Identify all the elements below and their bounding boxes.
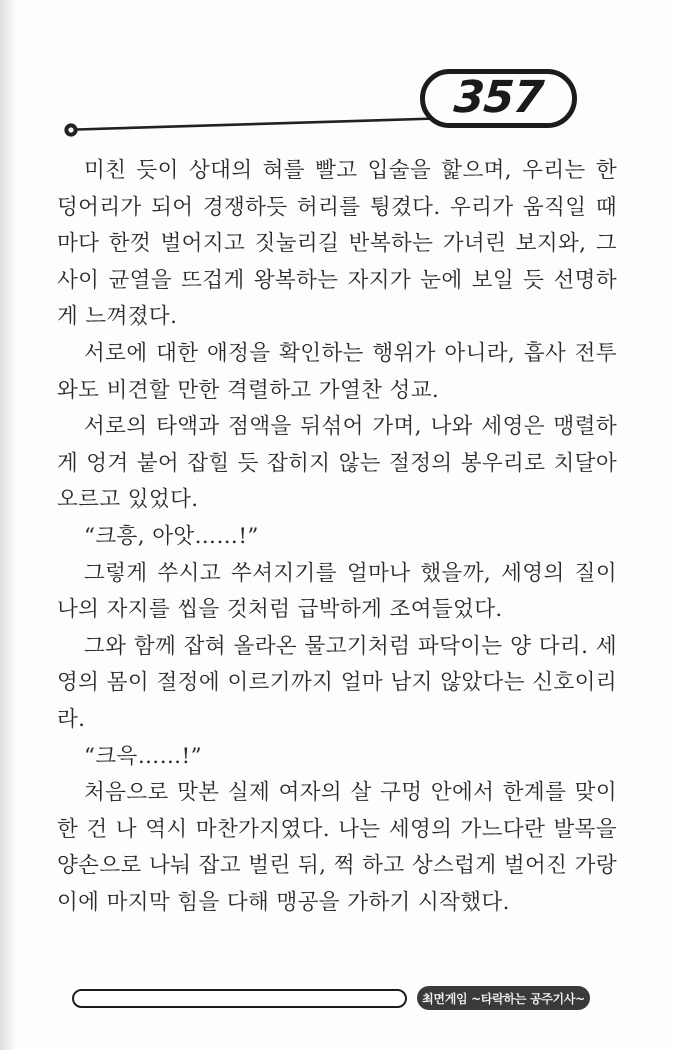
page-number-badge xyxy=(420,69,577,128)
page-number: 357 xyxy=(452,72,545,123)
paragraph: 서로에 대한 애정을 확인하는 행위가 아니라, 흡사 전투와도 비견할 만한 격렬하고 가열찬 성교. xyxy=(57,340,617,403)
book-title-badge xyxy=(417,986,590,1010)
header-rule xyxy=(0,0,673,150)
footer-rule xyxy=(72,989,407,1008)
body-text xyxy=(57,153,617,921)
paragraph: 미친 듯이 상대의 혀를 빨고 입술을 핥으며, 우리는 한 덩어리가 되어 경쟁하듯 허리를 튕겼다. 우리가 움직일 때마다 한껏 벌어지고 짓눌리길 반복하는 가녀린 보지와, 그 사이 균열을 뜨겁게 왕복하는 자지가 눈에 보일 듯 선명하게 느껴졌다. xyxy=(57,158,617,330)
paragraph: 처음으로 맛본 실제 여자의 살 구멍 안에서 한계를 맞이한 건 나 역시 마찬가지였다. 나는 세영의 가느다란 발목을 양손으로 나눠 잡고 벌린 뒤, 쩍 하고 상스럽게 벌어진 가랑이에 마지막 힘을 다해 맹공을 가하기 시작했다. xyxy=(57,780,617,915)
paragraph: 서로의 타액과 점액을 뒤섞어 가며, 나와 세영은 맹렬하게 엉겨 붙어 잡힐 듯 잡히지 않는 절정의 봉우리로 치달아 오르고 있었다. xyxy=(57,414,617,513)
book-title-label: 최면게임 ~타락하는 공주기사~ xyxy=(422,991,585,1006)
rule-end-ring-icon xyxy=(66,125,75,134)
paragraph: 그와 함께 잡혀 올라온 물고기처럼 파닥이는 양 다리. 세영의 몸이 절정에 이르기까지 얼마 남지 않았다는 신호이리라. xyxy=(57,633,617,732)
paragraph: “크윽……!” xyxy=(84,743,202,769)
page-edge-shadow xyxy=(0,0,16,1050)
paragraph: “크흥, 아앗……!” xyxy=(84,523,259,549)
paragraph: 그렇게 쑤시고 쑤셔지기를 얼마나 했을까, 세영의 질이 나의 자지를 씹을 것처럼 급박하게 조여들었다. xyxy=(57,560,617,623)
header-rule-line xyxy=(77,119,436,130)
